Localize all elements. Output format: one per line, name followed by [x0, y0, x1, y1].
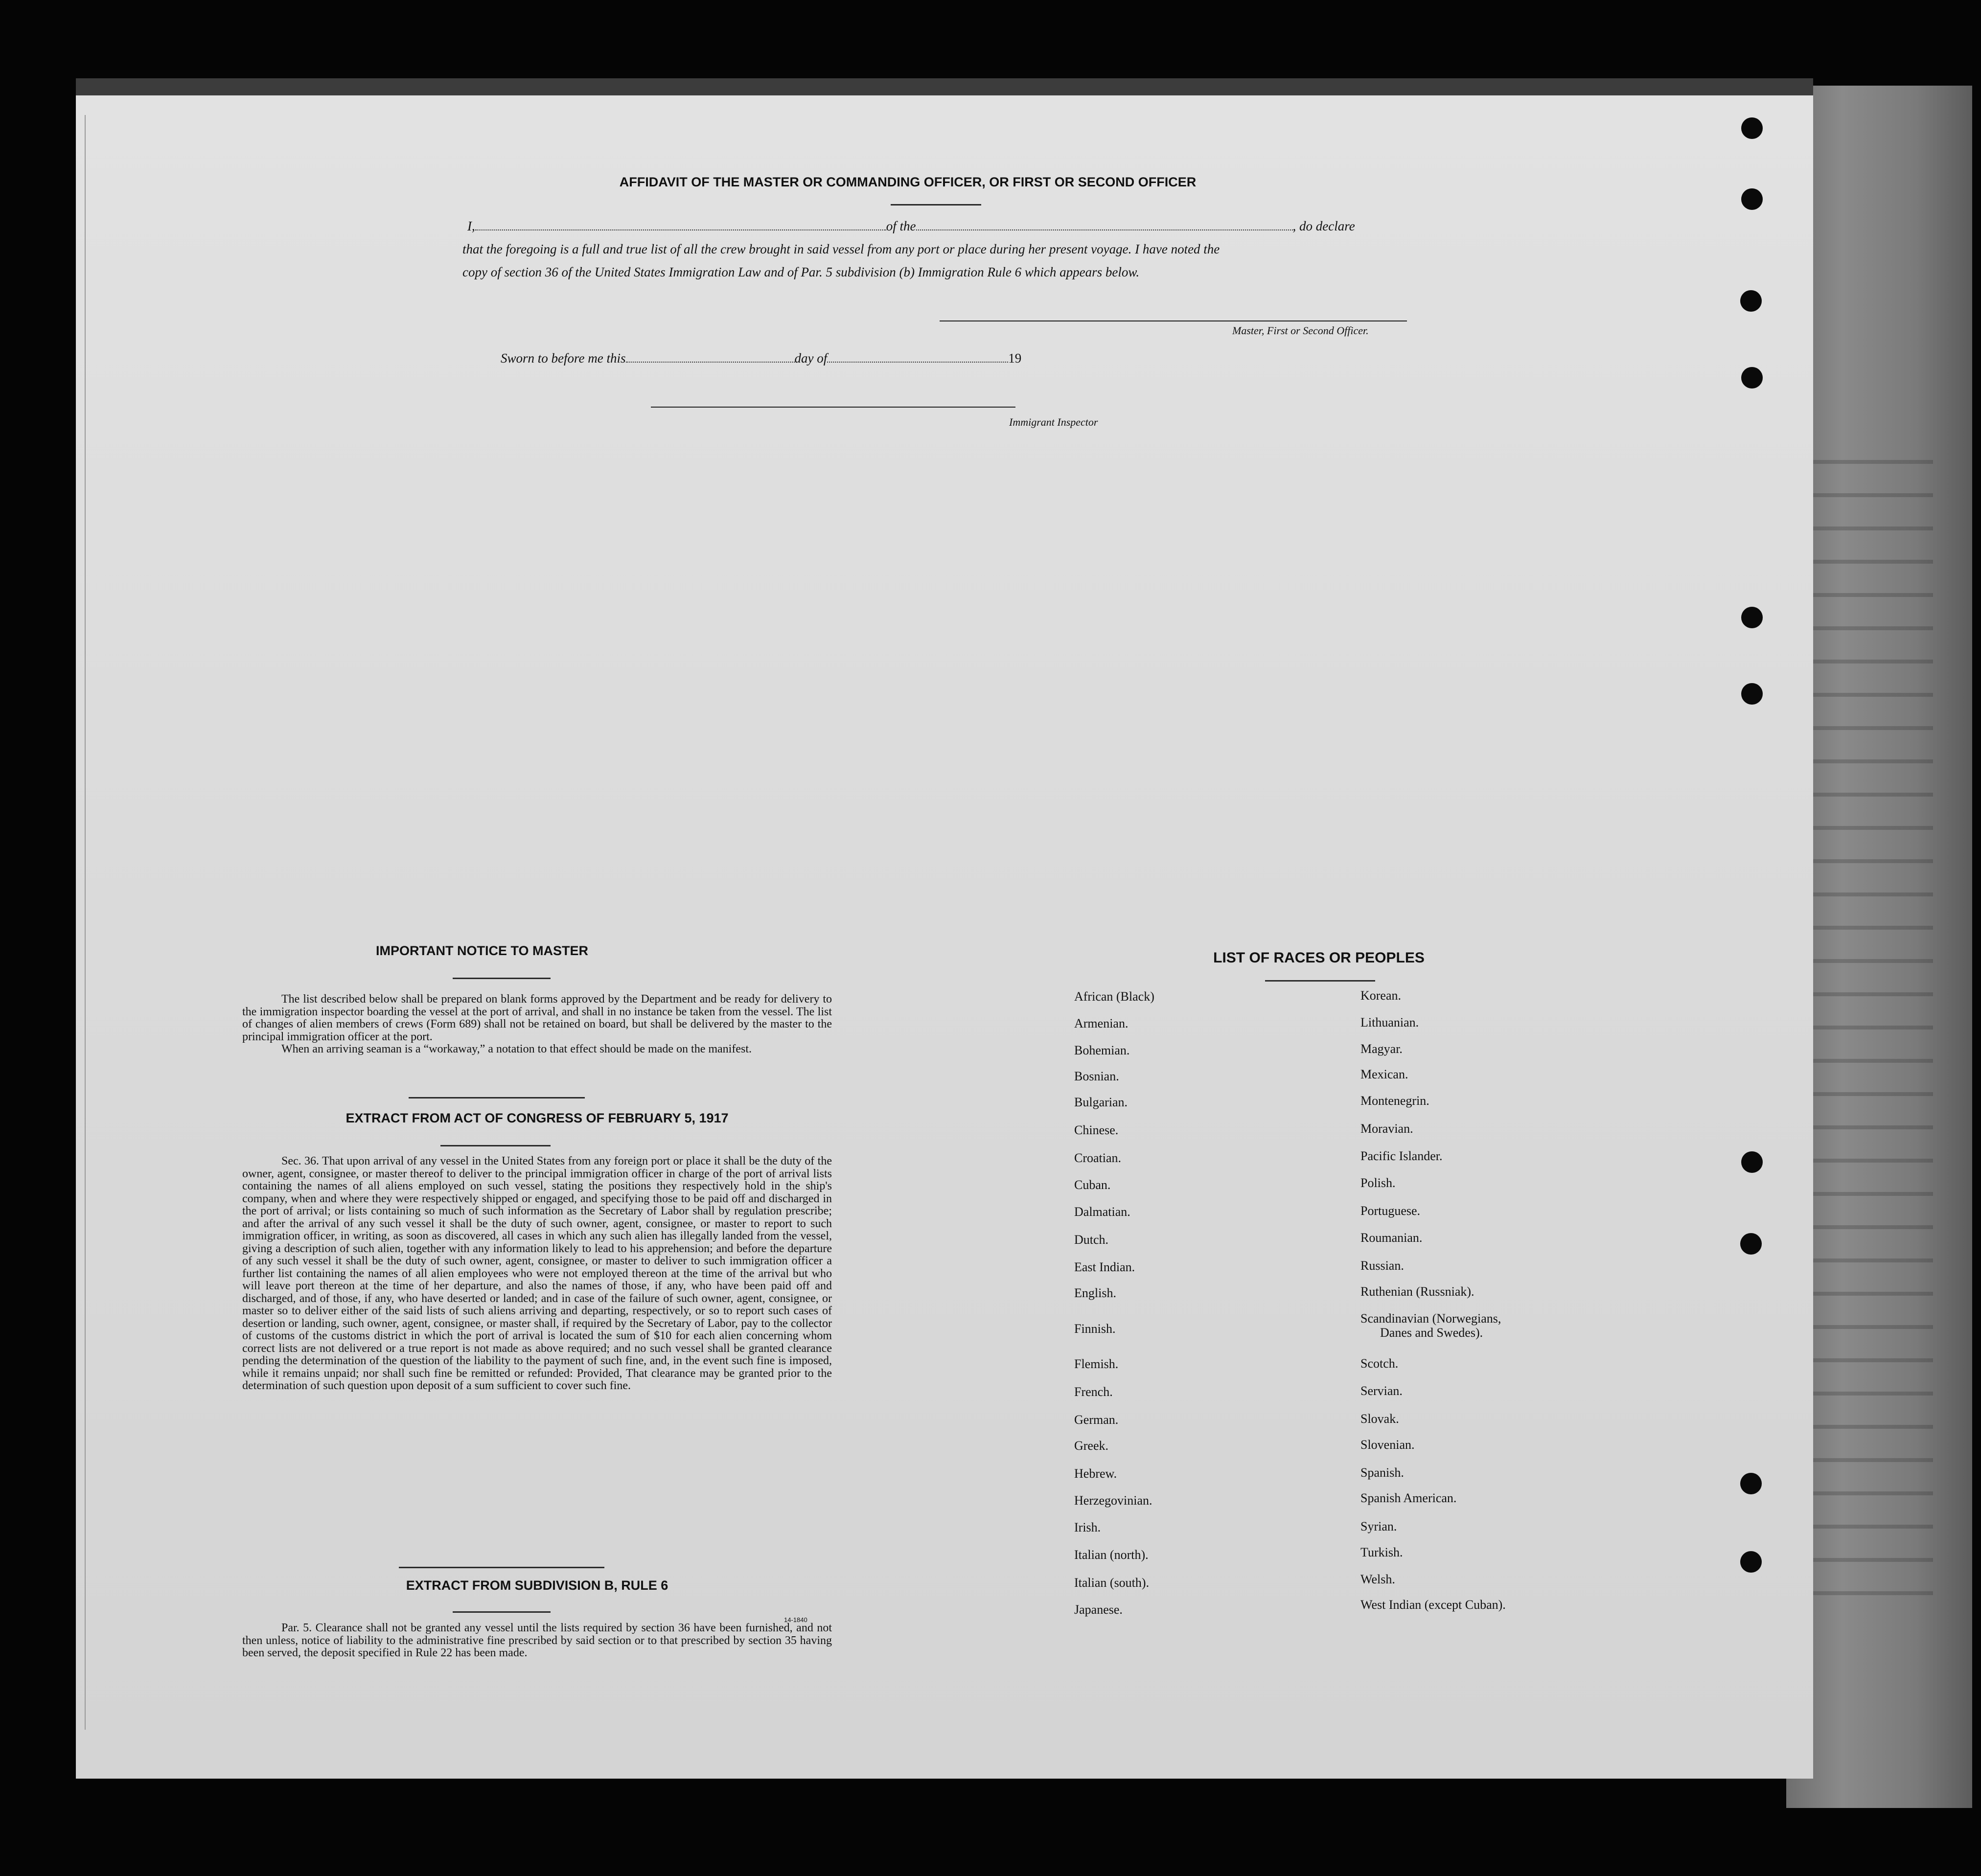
race-left-0: African (Black) [1074, 989, 1154, 1004]
form-number: 14-1840 [784, 1616, 807, 1624]
race-left-11: English. [1074, 1286, 1116, 1300]
binder-hole [1741, 117, 1763, 139]
race-right-8: Portuguese. [1360, 1204, 1421, 1218]
rule6-paragraph: Par. 5. Clearance shall not be granted any vessel until the lists required by section 36 have been furnished, and not then unless, notice of liability to the administrative fine prescribed by said section or to that prescribed by section 35 having been served, the deposit specified in Rule 22 has been made. [242, 1622, 832, 1659]
inspector-signature-line[interactable] [651, 407, 1015, 408]
act-paragraph: Sec. 36. That upon arrival of any vessel in the United States from any foreign port or place it shall be the duty of the owner, agent, consignee, or master thereof to deliver to the principal immigration officer in charge of the port of arrival lists containing the names of all aliens employed on such vessel, stating the positions they respectively hold in the ship's company, when and where they were respectively shipped or engaged, and specifying those to be paid off and discharged in the port of arrival; or lists containing so much of such information as the Secretary of Labor shall by regulation prescribe; and after the arrival of any such vessel it shall be the duty of such owner, agent, consignee, or master to report to such immigration officer, in writing, as soon as discovered, all cases in which any such alien has illegally landed from the vessel, giving a description of such alien, together with any information likely to lead to his apprehension; and before the departure of any such vessel it shall be the duty of such owner, agent, consignee, or master to deliver to such immigration officer a further list containing the names of all alien employees who were not employed thereon at the time of the arrival but who will leave port thereon at the time of her departure, and also the names of those, if any, who have been paid off and discharged, and of those, if any, who have deserted or landed; and in case of the failure of such owner, agent, consignee, or master so to deliver either of the said lists of such aliens arriving and departing, respectively, or so to report such cases of desertion or landing, such owner, agent, consignee, or master shall, if required by the Secretary of Labor, pay to the collector of customs of the customs district in which the port of arrival is located the sum of $10 for each alien concerning whom correct lists are not delivered or a true report is not made as above required; and no such vessel shall be granted clearance pending the determination of the question of the liability to the payment of such fine, and, in the event such fine is imposed, while it remains unpaid; nor shall such fine be remitted or refunded: Provided, That clearance may be granted prior to the determination of such question upon deposit of a sum sufficient to cover such fine. [242, 1155, 832, 1392]
race-left-8: Dalmatian. [1074, 1205, 1130, 1219]
races-title: LIST OF RACES OR PEOPLES [1213, 950, 1425, 966]
race-left-4: Bulgarian. [1074, 1095, 1128, 1109]
race-right-3: Mexican. [1360, 1067, 1408, 1081]
race-left-17: Hebrew. [1074, 1466, 1117, 1481]
binder-hole [1740, 1233, 1762, 1255]
race-right-22: Welsh. [1360, 1572, 1395, 1586]
affidavit-line1-mid: of the [886, 219, 916, 233]
race-right-18: Spanish. [1360, 1465, 1404, 1480]
race-left-13: Flemish. [1074, 1357, 1119, 1371]
race-left-1: Armenian. [1074, 1016, 1129, 1030]
act-title-rule [440, 1145, 551, 1146]
name-field[interactable] [475, 229, 886, 230]
notice-paragraph-1: The list described below shall be prepared on blank forms approved by the Department and be ready for delivery to the immigration inspector boarding the vessel at the port of arrival, and shall in no instance be taken from the vessel. The list of changes of alien members of crews (Form 689) shall not be retained on board, but shall be delivered by the master to the principal immigration officer at the port. [242, 993, 832, 1043]
act-title: EXTRACT FROM ACT OF CONGRESS OF FEBRUARY 5, 1917 [346, 1111, 729, 1125]
race-right-4: Montenegrin. [1360, 1094, 1429, 1108]
races-title-rule [1265, 980, 1375, 982]
race-left-19: Irish. [1074, 1520, 1101, 1534]
race-right-10: Russian. [1360, 1258, 1404, 1273]
race-right-16: Slovak. [1360, 1412, 1399, 1426]
race-right-20: Syrian. [1360, 1519, 1397, 1533]
race-right-9: Roumanian. [1360, 1231, 1423, 1245]
race-right-12: Scandinavian (Norwegians, [1360, 1311, 1501, 1326]
race-right-13: Danes and Swedes). [1380, 1326, 1483, 1340]
rule6-title-rule [453, 1611, 551, 1613]
race-left-20: Italian (north). [1074, 1548, 1149, 1562]
sworn-year: 19 [1008, 351, 1022, 366]
binder-hole [1741, 367, 1763, 389]
sworn-line [501, 351, 1021, 366]
race-left-2: Bohemian. [1074, 1043, 1130, 1057]
race-right-2: Magyar. [1360, 1042, 1403, 1056]
sworn-start: Sworn to before me this [501, 351, 626, 366]
race-left-5: Chinese. [1074, 1123, 1119, 1137]
race-right-6: Pacific Islander. [1360, 1149, 1443, 1163]
race-right-14: Scotch. [1360, 1356, 1399, 1371]
race-right-0: Korean. [1360, 988, 1402, 1003]
race-right-1: Lithuanian. [1360, 1015, 1419, 1030]
notice-title-rule [453, 978, 551, 979]
binder-hole [1740, 290, 1762, 312]
race-left-10: East Indian. [1074, 1260, 1135, 1274]
race-right-7: Polish. [1360, 1176, 1396, 1190]
binder-hole [1741, 607, 1763, 628]
act-text [242, 1155, 832, 1393]
notice-text [242, 993, 832, 1056]
sworn-mid: day of [794, 351, 828, 366]
affidavit-title-rule [891, 204, 981, 206]
act-top-rule [409, 1097, 585, 1098]
race-right-15: Servian. [1360, 1384, 1403, 1398]
master-signature-line[interactable] [940, 320, 1407, 321]
race-right-21: Turkish. [1360, 1545, 1403, 1559]
affidavit-line-3: copy of section 36 of the United States Immigration Law and of Par. 5 subdivision (b) Immigration Rule 6 which appears below. [462, 265, 1140, 279]
race-left-16: Greek. [1074, 1439, 1109, 1453]
affidavit-line1-start: I, [467, 219, 475, 233]
race-right-17: Slovenian. [1360, 1438, 1415, 1452]
rule6-top-rule [399, 1567, 604, 1568]
notice-paragraph-2: When an arriving seaman is a “workaway,” a notation to that effect should be made on the manifest. [281, 1043, 752, 1055]
vessel-field[interactable] [916, 229, 1293, 230]
binder-hole [1741, 188, 1763, 210]
binder-hole [1740, 1473, 1762, 1494]
affidavit-line-2: that the foregoing is a full and true list of all the crew brought in said vessel from any port or place during her present voyage. I have noted the [462, 242, 1220, 256]
rule6-text [242, 1622, 832, 1660]
race-left-12: Finnish. [1074, 1322, 1116, 1336]
rule6-title: EXTRACT FROM SUBDIVISION B, RULE 6 [406, 1578, 668, 1593]
notice-title: IMPORTANT NOTICE TO MASTER [376, 943, 588, 958]
race-left-22: Japanese. [1074, 1602, 1123, 1617]
sworn-day-field[interactable] [626, 362, 795, 363]
race-right-19: Spanish American. [1360, 1491, 1457, 1505]
affidavit-title: AFFIDAVIT OF THE MASTER OR COMMANDING OFFICER, OR FIRST OR SECOND OFFICER [619, 175, 1197, 189]
master-caption: Master, First or Second Officer. [1232, 324, 1369, 337]
race-left-9: Dutch. [1074, 1233, 1109, 1247]
race-right-5: Moravian. [1360, 1121, 1413, 1136]
document-page [76, 95, 1813, 1779]
race-left-6: Croatian. [1074, 1151, 1122, 1165]
binder-hole [1741, 683, 1763, 705]
sworn-month-field[interactable] [827, 362, 1008, 363]
race-left-14: French. [1074, 1385, 1113, 1399]
race-left-15: German. [1074, 1413, 1119, 1427]
affidavit-line-1 [467, 219, 1355, 234]
race-left-7: Cuban. [1074, 1178, 1111, 1192]
binder-hole [1740, 1551, 1762, 1573]
race-left-18: Herzegovinian. [1074, 1493, 1152, 1508]
top-page-edge [76, 78, 1813, 98]
race-left-21: Italian (south). [1074, 1576, 1150, 1590]
affidavit-line1-end: , do declare [1292, 219, 1355, 233]
race-right-11: Ruthenian (Russniak). [1360, 1284, 1474, 1299]
binder-hole [1741, 1151, 1763, 1173]
inspector-caption: Immigrant Inspector [1009, 416, 1098, 428]
race-right-23: West Indian (except Cuban). [1360, 1598, 1506, 1612]
race-left-3: Bosnian. [1074, 1069, 1119, 1083]
